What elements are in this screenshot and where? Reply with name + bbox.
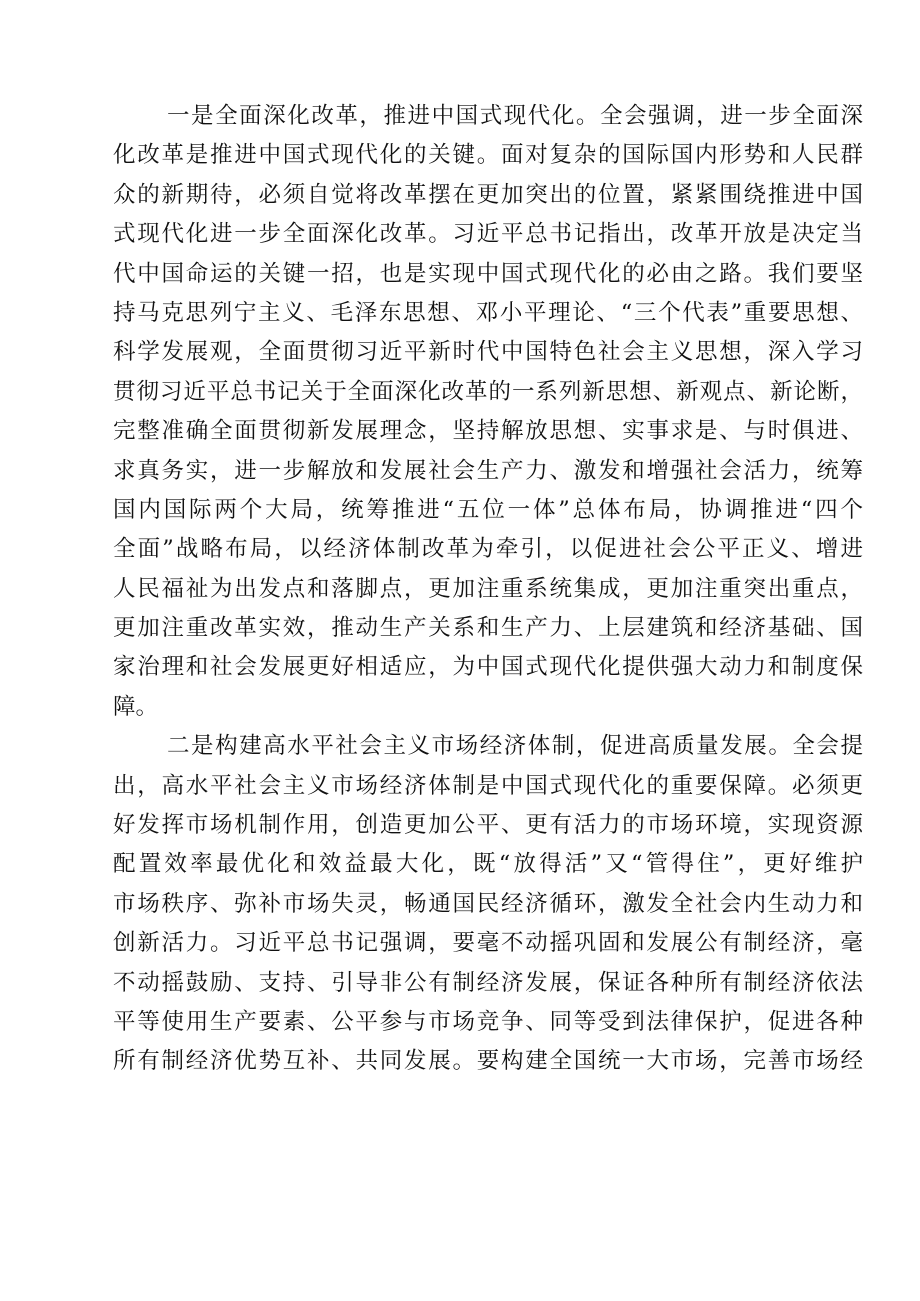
paragraph-line: 好发挥市场机制作用，创造更加公平、更有活力的市场环境，实现资源	[113, 812, 863, 839]
paragraph-line: 平等使用生产要素、公平参与市场竞争、同等受到法律保护，促进各种	[113, 1008, 863, 1035]
paragraph-line: 一是全面深化改革，推进中国式现代化。全会强调，进一步全面深	[167, 103, 863, 129]
paragraph-line: 贯彻习近平总书记关于全面深化改革的一系列新思想、新观点、新论断，	[113, 378, 863, 405]
paragraph-line: 配置效率最优化和效益最大化，既“放得活”又“管得住”，更好维护	[113, 851, 863, 878]
paragraph-line: 更加注重改革实效，推动生产关系和生产力、上层建筑和经济基础、国	[113, 615, 863, 642]
paragraph-line: 全面”战略布局，以经济体制改革为牵引，以促进社会公平正义、增进	[113, 536, 863, 563]
document-body	[113, 97, 863, 1082]
paragraph-line: 所有制经济优势互补、共同发展。要构建全国统一大市场，完善市场经	[113, 1048, 863, 1075]
paragraph-line: 完整准确全面贯彻新发展理念，坚持解放思想、实事求是、与时俱进、	[113, 418, 863, 445]
paragraph-line: 求真务实，进一步解放和发展社会生产力、激发和增强社会活力，统筹	[113, 457, 863, 484]
paragraph-line: 家治理和社会发展更好相适应，为中国式现代化提供强大动力和制度保	[113, 654, 863, 681]
paragraph-line: 障。	[113, 693, 159, 720]
paragraph-line: 持马克思列宁主义、毛泽东思想、邓小平理论、“三个代表”重要思想、	[113, 299, 863, 326]
paragraph-line: 不动摇鼓励、支持、引导非公有制经济发展，保证各种所有制经济依法	[113, 969, 863, 996]
paragraph-line: 化改革是推进中国式现代化的关键。面对复杂的国际国内形势和人民群	[113, 142, 863, 169]
paragraph-line: 人民福祉为出发点和落脚点，更加注重系统集成，更加注重突出重点，	[113, 575, 863, 602]
paragraph-line: 市场秩序、弥补市场失灵，畅通国民经济循环，激发全社会内生动力和	[113, 890, 863, 917]
paragraph-line: 出，高水平社会主义市场经济体制是中国式现代化的重要保障。必须更	[113, 772, 863, 799]
paragraph-1	[113, 97, 863, 727]
paragraph-line: 二是构建高水平社会主义市场经济体制，促进高质量发展。全会提	[167, 733, 863, 760]
paragraph-line: 国内国际两个大局，统筹推进“五位一体”总体布局，协调推进“四个	[113, 496, 863, 523]
paragraph-2	[113, 727, 863, 1082]
paragraph-line: 创新活力。习近平总书记强调，要毫不动摇巩固和发展公有制经济，毫	[113, 930, 863, 957]
paragraph-line: 科学发展观，全面贯彻习近平新时代中国特色社会主义思想，深入学习	[113, 339, 863, 366]
paragraph-line: 式现代化进一步全面深化改革。习近平总书记指出，改革开放是决定当	[113, 221, 863, 248]
paragraph-line: 众的新期待，必须自觉将改革摆在更加突出的位置，紧紧围绕推进中国	[113, 181, 863, 208]
paragraph-line: 代中国命运的关键一招，也是实现中国式现代化的必由之路。我们要坚	[113, 260, 863, 287]
